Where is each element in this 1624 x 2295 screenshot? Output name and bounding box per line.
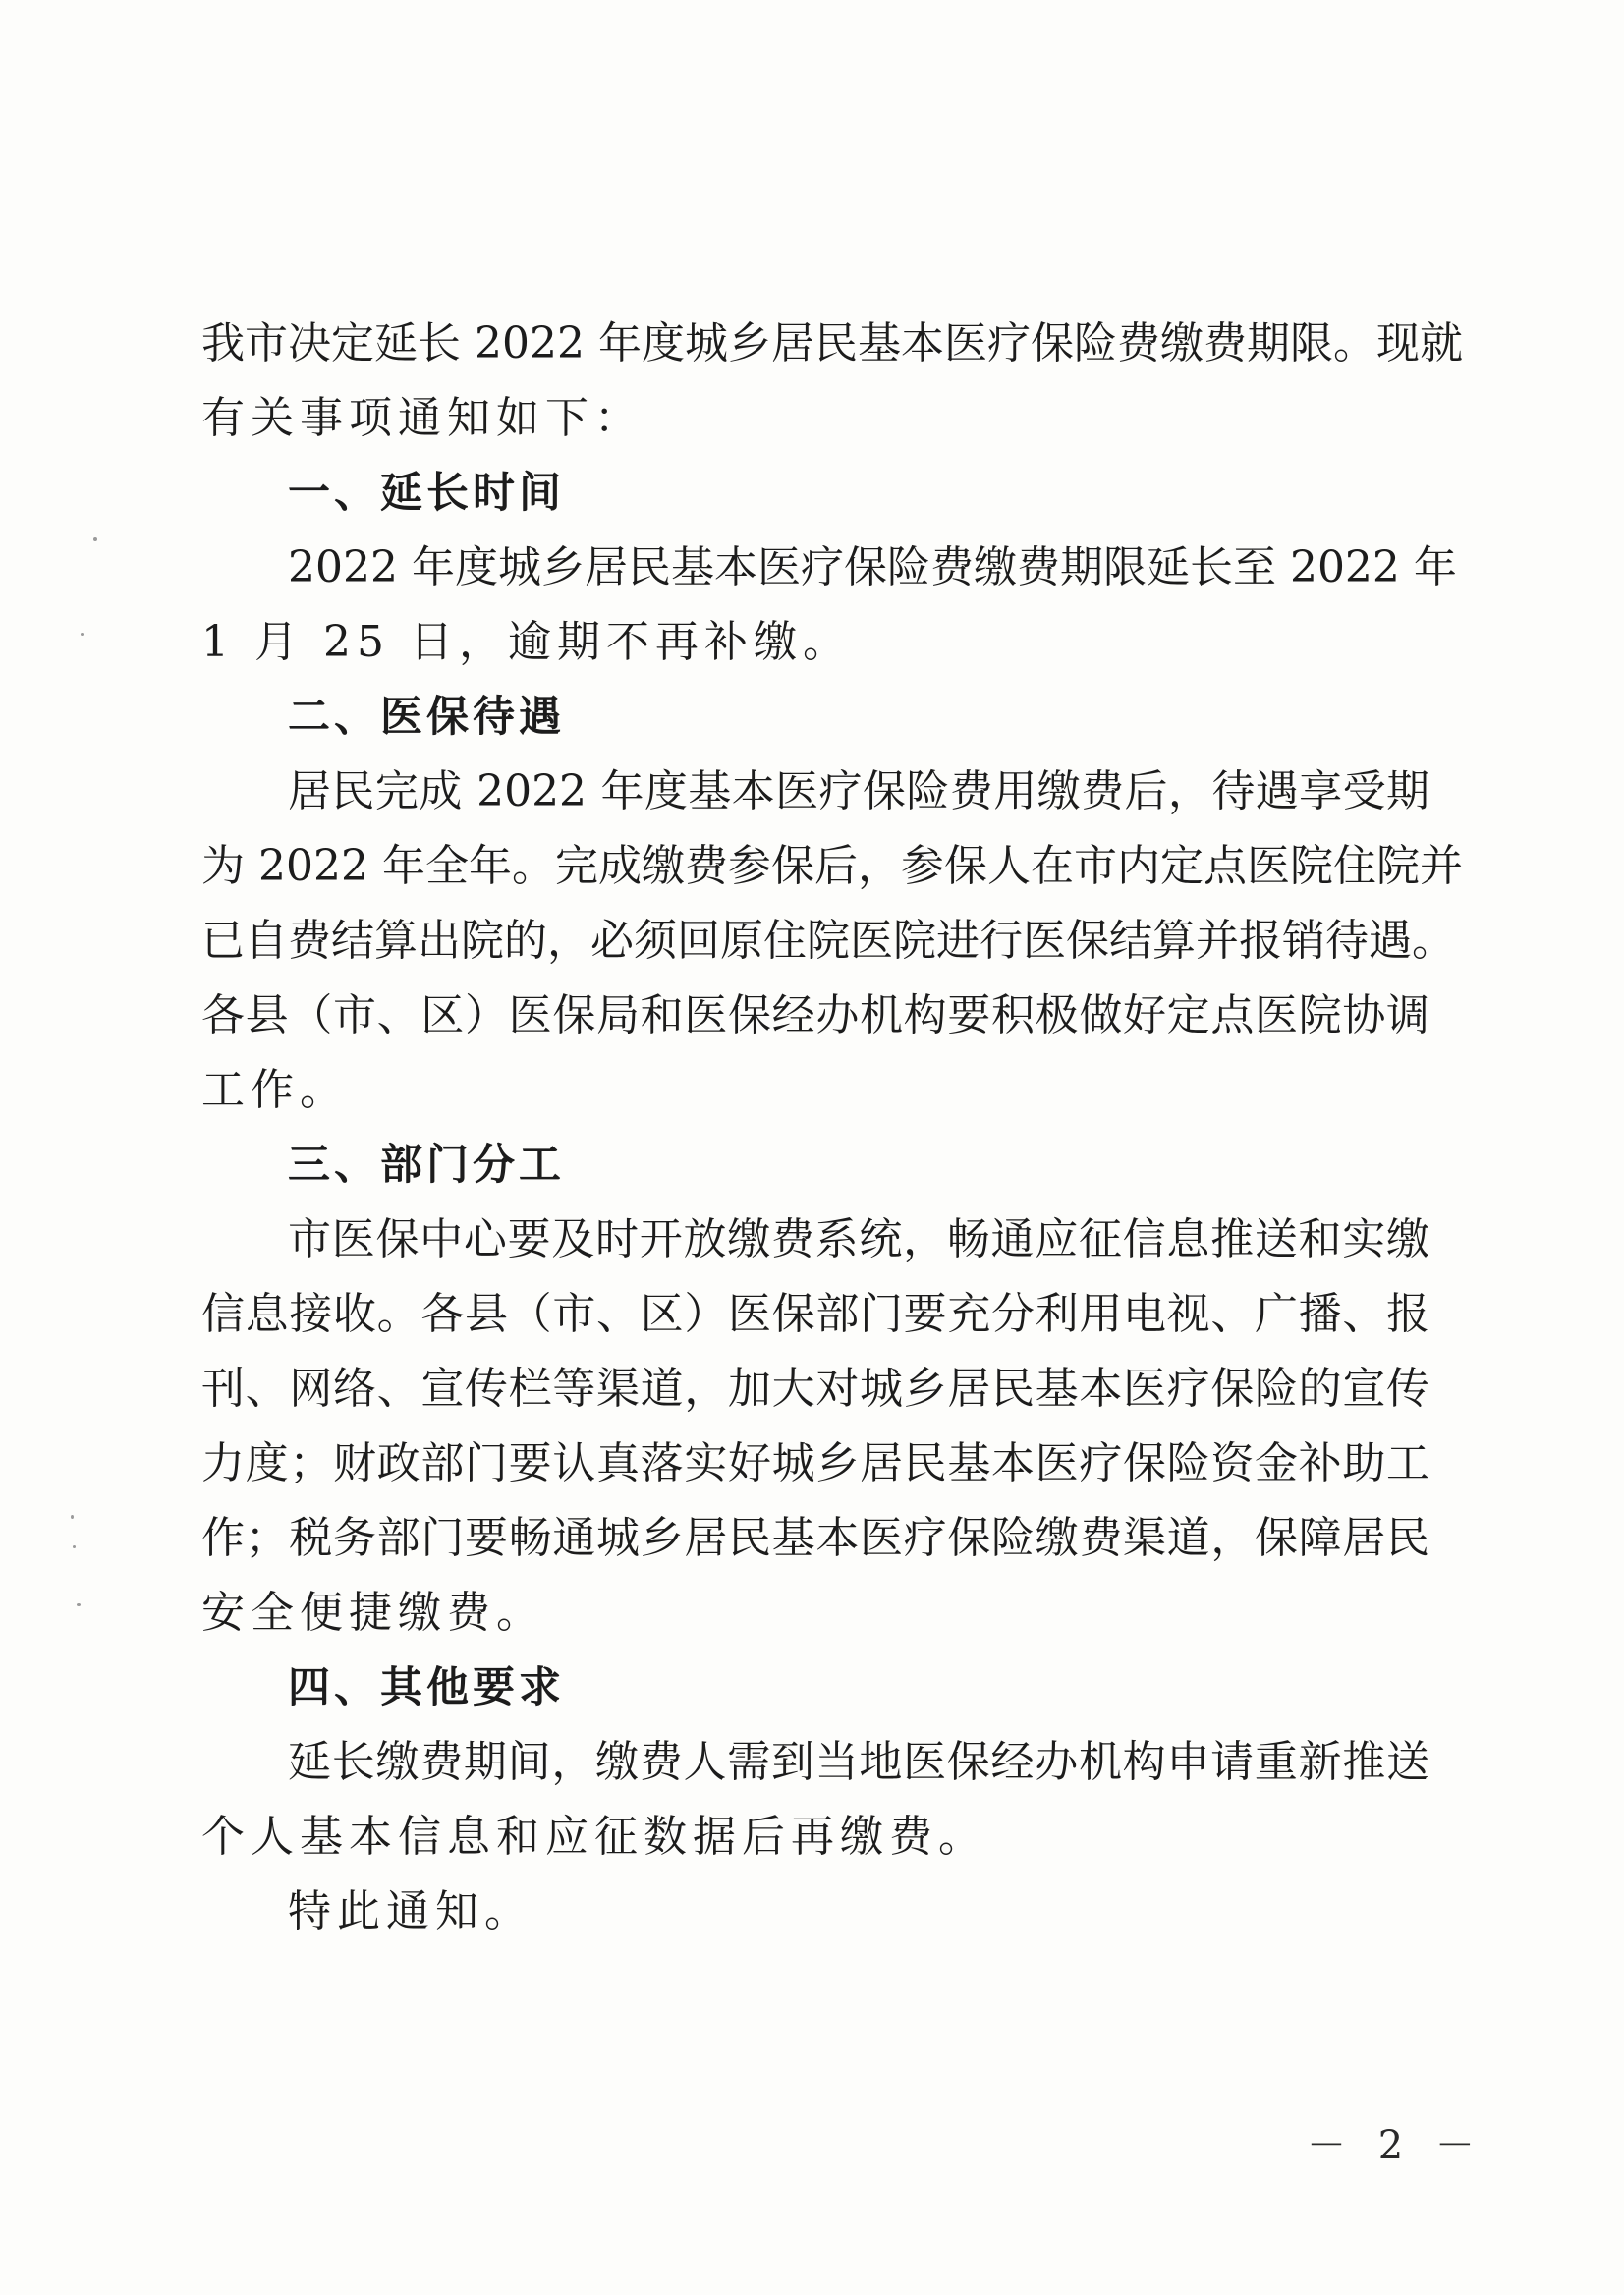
body-line: 安全便捷缴费。 — [201, 1588, 545, 1638]
body-line: 个人基本信息和应征数据后再缴费。 — [201, 1812, 987, 1862]
section-heading-2: 二、医保待遇 — [288, 693, 565, 742]
body-line: 刊、网络、宣传栏等渠道，加大对城乡居民基本医疗保险的宣传 — [201, 1364, 1429, 1414]
document-body — [201, 312, 1463, 1955]
scan-speck — [71, 1515, 74, 1519]
body-line: 居民完成 2022 年度基本医疗保险费用缴费后，待遇享受期 — [288, 766, 1429, 816]
scan-speck — [73, 1545, 76, 1548]
body-line: 有关事项通知如下： — [201, 393, 644, 443]
body-line: 2022 年度城乡居民基本医疗保险费缴费期限延长至 2022 年 — [288, 542, 1457, 592]
scan-speck — [77, 1603, 81, 1606]
body-line: 各县（市、区）医保局和医保经办机构要积极做好定点医院协调 — [201, 990, 1429, 1040]
closing-line: 特此通知。 — [288, 1886, 533, 1936]
body-line: 我市决定延长 2022 年度城乡居民基本医疗保险费缴费期限。现就 — [201, 318, 1463, 368]
body-line: 信息接收。各县（市、区）医保部门要充分利用电视、广播、报 — [201, 1289, 1429, 1339]
scan-speck — [93, 537, 97, 541]
page-number: － 2 － — [1307, 2123, 1484, 2168]
body-line: 已自费结算出院的，必须回原住院医院进行医保结算并报销待遇。 — [201, 916, 1455, 966]
body-line: 为 2022 年全年。完成缴费参保后，参保人在市内定点医院住院并 — [201, 841, 1463, 891]
body-line: 延长缴费期间，缴费人需到当地医保经办机构申请重新推送 — [288, 1737, 1429, 1787]
body-line: 1 月 25 日，逾期不再补缴。 — [201, 617, 852, 667]
section-heading-4: 四、其他要求 — [288, 1663, 565, 1712]
scan-speck — [81, 633, 84, 636]
section-heading-1: 一、延长时间 — [288, 469, 565, 518]
section-heading-3: 三、部门分工 — [288, 1141, 565, 1190]
body-line: 工作。 — [201, 1065, 349, 1115]
body-line: 力度；财政部门要认真落实好城乡居民基本医疗保险资金补助工 — [201, 1438, 1429, 1488]
body-line: 作；税务部门要畅通城乡居民基本医疗保险缴费渠道，保障居民 — [201, 1513, 1429, 1563]
body-line: 市医保中心要及时开放缴费系统，畅通应征信息推送和实缴 — [288, 1214, 1429, 1264]
